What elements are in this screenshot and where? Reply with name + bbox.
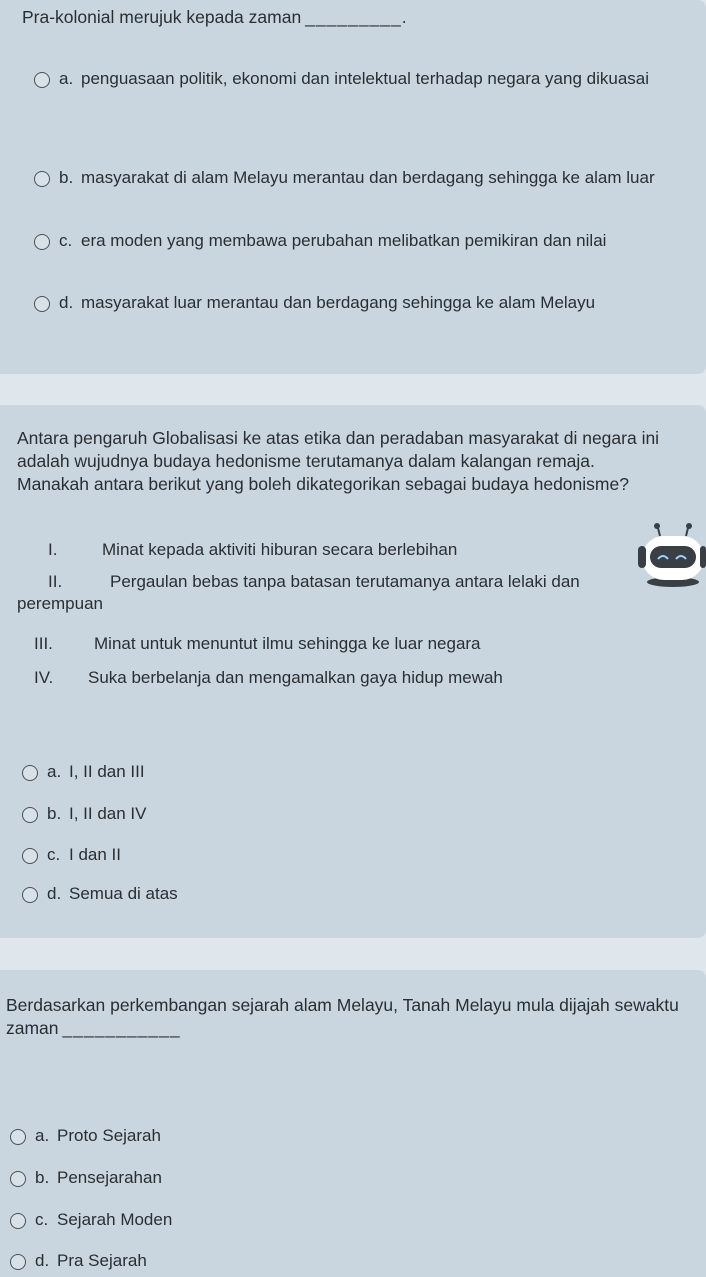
statement-item: II. Pergaulan bebas tanpa batasan terutamanya antara lelaki dan perempuan [17,572,580,613]
option-label: era moden yang membawa perubahan melibatkan pemikiran dan nilai [81,231,607,250]
question-card-2 [0,405,706,938]
answer-blank: ___________ [62,1018,181,1038]
radio-circle-icon[interactable] [22,848,38,864]
question-card-1 [0,0,706,374]
radio-circle-icon[interactable] [22,765,38,781]
question-text: Pra-kolonial merujuk kepada zaman _________. [22,7,408,27]
option-d[interactable]: d. Semua di atas [22,883,422,905]
option-label: I, II dan IV [69,804,147,823]
radio-circle-icon[interactable] [22,887,38,903]
answer-blank: _________. [305,7,408,27]
radio-circle-icon[interactable] [10,1171,26,1187]
question-card-3 [0,970,706,1277]
option-a[interactable]: a. Proto Sejarah [10,1125,410,1147]
option-b[interactable]: b. masyarakat di alam Melayu merantau dan berdagang sehingga ke alam luar [34,167,674,189]
radio-circle-icon[interactable] [10,1213,26,1229]
statement-item: IV. Suka berbelanja dan mengamalkan gaya hidup mewah [34,668,503,687]
radio-circle-icon[interactable] [34,234,50,250]
radio-circle-icon[interactable] [34,72,50,88]
option-label: I dan II [69,845,121,864]
statement-item: I. Minat kepada aktiviti hiburan secara berlebihan [48,540,458,559]
option-label: Sejarah Moden [57,1210,173,1229]
radio-circle-icon[interactable] [22,807,38,823]
option-d[interactable]: d. Pra Sejarah [10,1250,410,1272]
option-label: Semua di atas [69,884,178,903]
robot-mascot-icon[interactable] [636,520,706,590]
option-label: I, II dan III [69,762,145,781]
option-label: penguasaan politik, ekonomi dan intelektual terhadap negara yang dikuasai [81,69,650,88]
option-b[interactable]: b. Pensejarahan [10,1167,410,1189]
option-a[interactable]: a. I, II dan III [22,761,422,783]
radio-circle-icon[interactable] [10,1129,26,1145]
option-label: Proto Sejarah [57,1126,161,1145]
option-d[interactable]: d. masyarakat luar merantau dan berdagang sehingga ke alam Melayu [34,292,674,314]
option-c[interactable]: c. I dan II [22,844,422,866]
radio-circle-icon[interactable] [10,1254,26,1270]
option-label: masyarakat di alam Melayu merantau dan berdagang sehingga ke alam luar [81,168,655,187]
question-text: Berdasarkan perkembangan sejarah alam Melayu, Tanah Melayu mula dijajah sewaktu zaman ___________ [6,995,679,1038]
radio-circle-icon[interactable] [34,296,50,312]
option-a[interactable]: a. penguasaan politik, ekonomi dan intelektual terhadap negara yang dikuasai [34,68,674,90]
option-label: Pensejarahan [57,1168,162,1187]
option-c[interactable]: c. era moden yang membawa perubahan melibatkan pemikiran dan nilai [34,230,674,252]
option-b[interactable]: b. I, II dan IV [22,803,422,825]
option-label: masyarakat luar merantau dan berdagang sehingga ke alam Melayu [81,293,596,312]
option-c[interactable]: c. Sejarah Moden [10,1209,410,1231]
statement-item: III. Minat untuk menuntut ilmu sehingga ke luar negara [34,634,481,653]
option-label: Pra Sejarah [57,1251,147,1270]
radio-circle-icon[interactable] [34,171,50,187]
question-text: Antara pengaruh Globalisasi ke atas etika dan peradaban masyarakat di negara ini adalah wujudnya budaya hedonisme terutamanya dalam kalangan remaja. Manakah antara berikut yang boleh dikategorikan sebagai budaya hedonisme? [17,428,660,494]
